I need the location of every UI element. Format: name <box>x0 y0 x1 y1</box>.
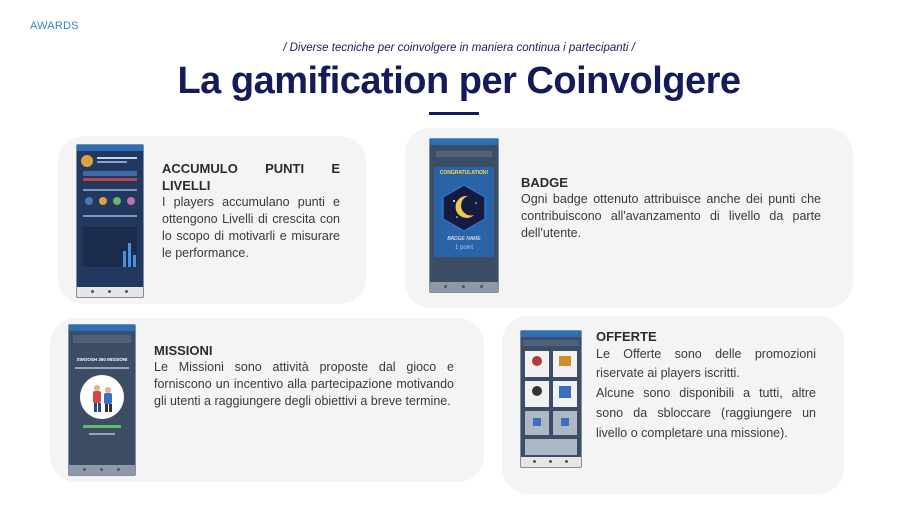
offer-tile <box>553 381 577 407</box>
offer-tile <box>553 351 577 377</box>
phone-screenshot-punti <box>76 144 144 298</box>
phone-screenshot-offerte <box>520 330 582 468</box>
card-badge <box>405 128 853 308</box>
phone-screenshot-missioni <box>68 324 136 476</box>
page-subtitle: / Diverse tecniche per coinvolgere in maniera continua i partecipanti / <box>283 42 635 54</box>
card-heading: ACCUMULO PUNTI E LIVELLI <box>162 161 340 193</box>
offer-tile <box>525 381 549 407</box>
title-underline <box>429 112 479 115</box>
offer-tile-locked <box>525 411 549 435</box>
card-body: Le Missioni sono attività proposte dal gioco e forniscono un incentivo alla partecipazione motivando gli utenti a raggiungere degli obiettivi a breve termine. <box>154 360 454 408</box>
badge-icon <box>440 183 488 233</box>
avatar <box>81 155 93 167</box>
phone-screenshot-badge <box>429 138 499 293</box>
page-title: La gamification per Coinvolgere <box>177 60 741 102</box>
missioni-phone-title: SWOOSH 360 MISSIONI <box>76 357 128 362</box>
card-missioni <box>50 318 484 482</box>
card-heading: OFFERTE <box>596 329 657 344</box>
offer-tile <box>525 351 549 377</box>
card-body: Le Offerte sono delle promozioni riservate ai players iscritti. <box>596 347 816 380</box>
card-heading: BADGE <box>521 175 568 190</box>
offer-tile-locked <box>553 411 577 435</box>
section-tag: AWARDS <box>30 20 79 32</box>
badge-name: BADGE NAME <box>447 236 481 242</box>
card-offerte <box>502 316 844 494</box>
card-body: Ogni badge ottenuto attribuisce anche dei punti che contribuiscono all'avanzamento di livello da parte dell'utente. <box>521 192 821 240</box>
card-body: I players accumulano punti e ottengono Livelli di crescita con lo scopo di motivarli e misurare le performance. <box>162 195 340 260</box>
mission-illustration <box>78 373 126 421</box>
card-body: Alcune sono disponibili a tutti, altre sono da sbloccare (raggiungere un livello o completare una missione). <box>596 386 816 440</box>
badge-congrats: CONGRATULATION! <box>439 170 489 176</box>
card-heading: MISSIONI <box>154 343 213 358</box>
badge-points: 1 point <box>454 245 473 251</box>
card-punti-livelli <box>58 136 366 304</box>
